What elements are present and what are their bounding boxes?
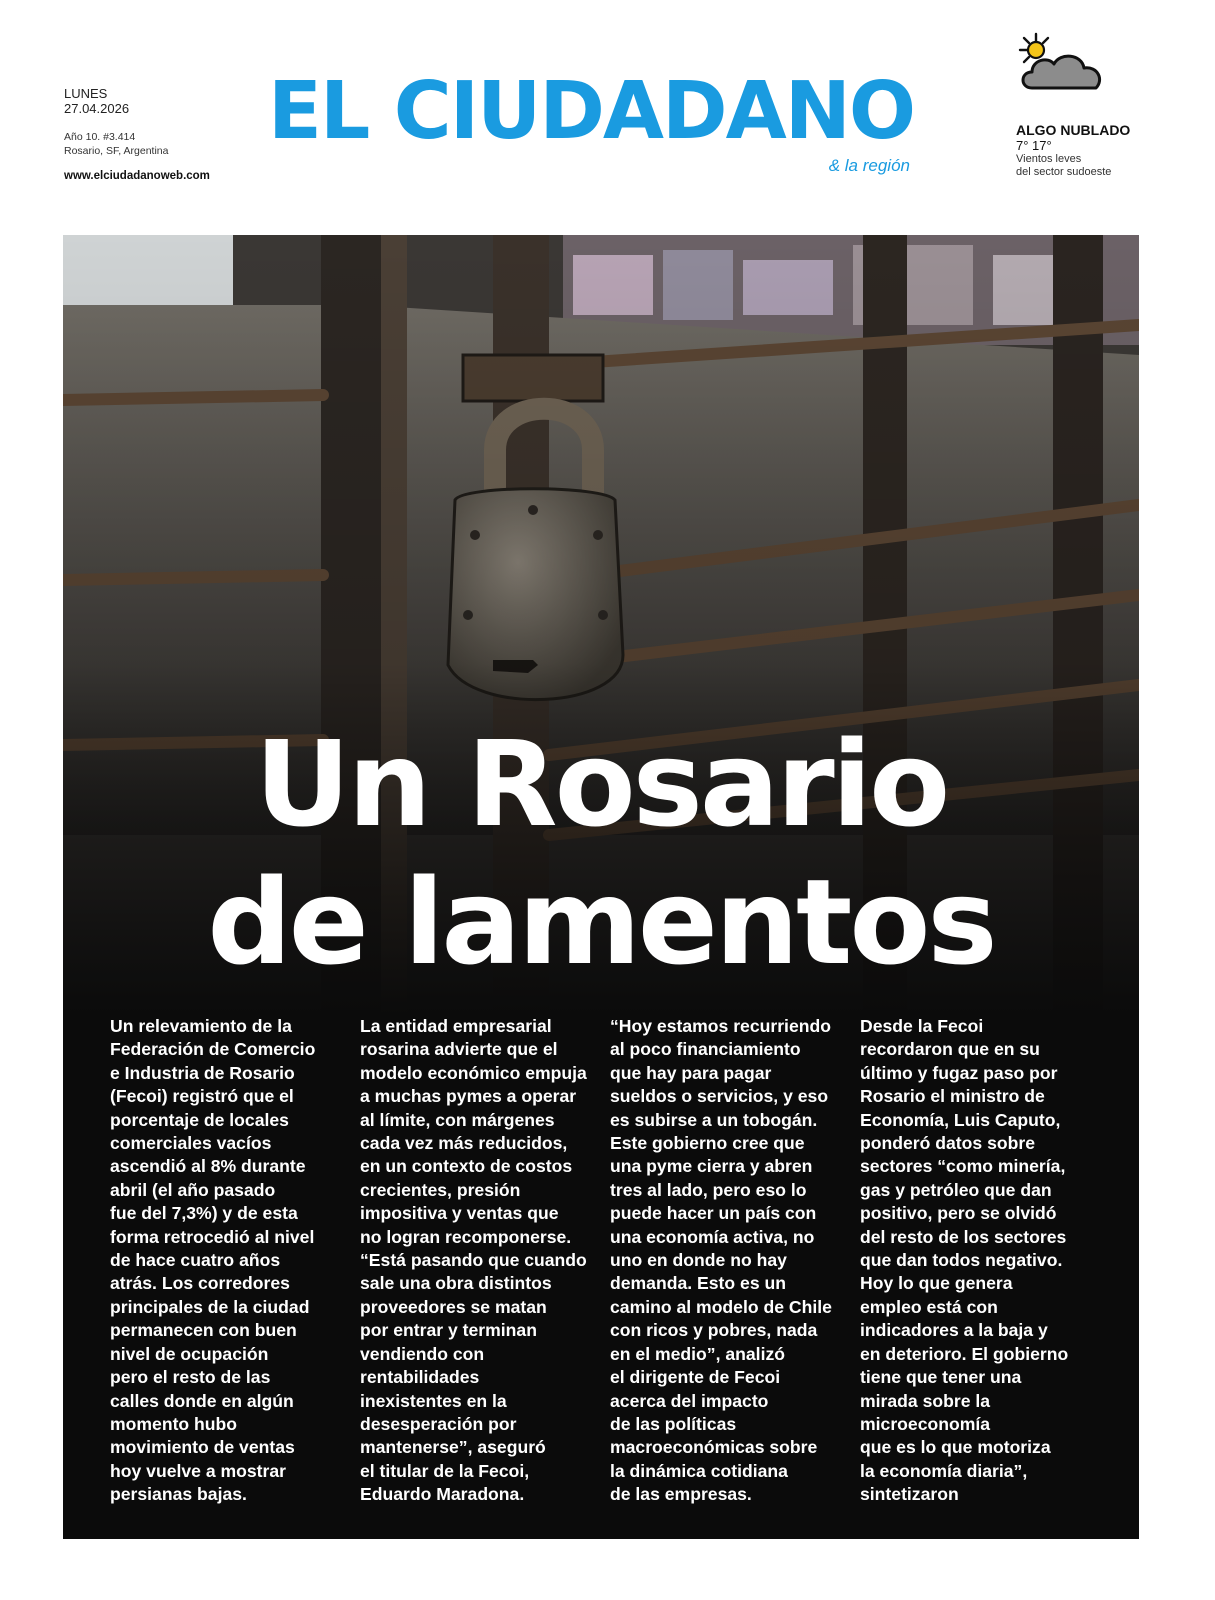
edition-location: Rosario, SF, Argentina [64,145,169,157]
edition-info [64,86,264,182]
weather-widget [1016,30,1176,179]
logo-text: EL CIUDADANO [268,65,915,157]
weather-wind-line-2: del sector sudoeste [1016,166,1112,178]
edition-issue: Año 10. #3.414 [64,131,136,143]
cover-story-panel [63,235,1139,1539]
logo-subtitle: & la región [828,156,910,175]
headline-line-1: Un Rosario [254,715,948,853]
weather-wind-line-1: Vientos leves [1016,153,1082,165]
headline-line-2: de lamentos [207,853,995,991]
weather-condition: ALGO NUBLADO [1016,122,1131,138]
article-body [110,1015,1110,1515]
newspaper-logo[interactable] [268,66,928,186]
article-column-4: Desde la Fecoi recordaron que en su último y fugaz paso por Rosario el ministro de Economía, Luis Caputo, ponderó datos sobre sectores “como minería, gas y petróleo que dan positivo, pero se olvidó del resto de los sectores que dan todos negativo. Hoy lo que genera empleo está con indicadores a la baja y en deterioro. El gobierno tiene que tener una mirada sobre la microeconomía que es lo que motoriza la economía diaria”, sintetizaron [860,1016,1069,1505]
main-headline[interactable] [63,715,1139,991]
weather-temperatures: 7° 17° [1016,138,1052,153]
website-link[interactable]: www.elciudadanoweb.com [64,170,210,182]
article-column-3: “Hoy estamos recurriendo al poco financiamiento que hay para pagar sueldos o servicios, y eso es subirse a un tobogán. Este gobierno cree que una pyme cierra y abren tres al lado, pero eso lo puede hacer un país con una economía activa, no uno en donde no hay demanda. Esto es un camino al modelo de Chile con ricos y pobres, nada en el medio”, analizó el dirigente de Fecoi acerca del impacto de las políticas macroeconómicas sobre la dinámica cotidiana de las empresas. [610,1016,832,1505]
article-column-1: Un relevamiento de la Federación de Comercio e Industria de Rosario (Fecoi) registró que el porcentaje de locales comerciales vacíos ascendió al 8% durante abril (el año pasado fue del 7,3%) y de esta forma retrocedió al nivel de hace cuatro años atrás. Los corredores principales de la ciudad permanecen con buen nivel de ocupación pero el resto de las calles donde en algún momento hubo movimiento de ventas hoy vuelve a mostrar persianas bajas. [110,1016,316,1505]
edition-day: LUNES [64,86,108,101]
edition-date: 27.04.2026 [64,101,130,116]
partly-cloudy-icon [1014,30,1114,105]
article-column-2: La entidad empresarial rosarina advierte que el modelo económico empuja a muchas pymes a operar al límite, con márgenes cada vez más reducidos, en un contexto de costos crecientes, presión impositiva y ventas que no logran recomponerse. “Está pasando que cuando sale una obra distintos proveedores se matan por entrar y terminan vendiendo con rentabilidades inexistentes en la desesperación por mantenerse”, aseguró el titular de la Fecoi, Eduardo Maradona. [360,1016,587,1505]
